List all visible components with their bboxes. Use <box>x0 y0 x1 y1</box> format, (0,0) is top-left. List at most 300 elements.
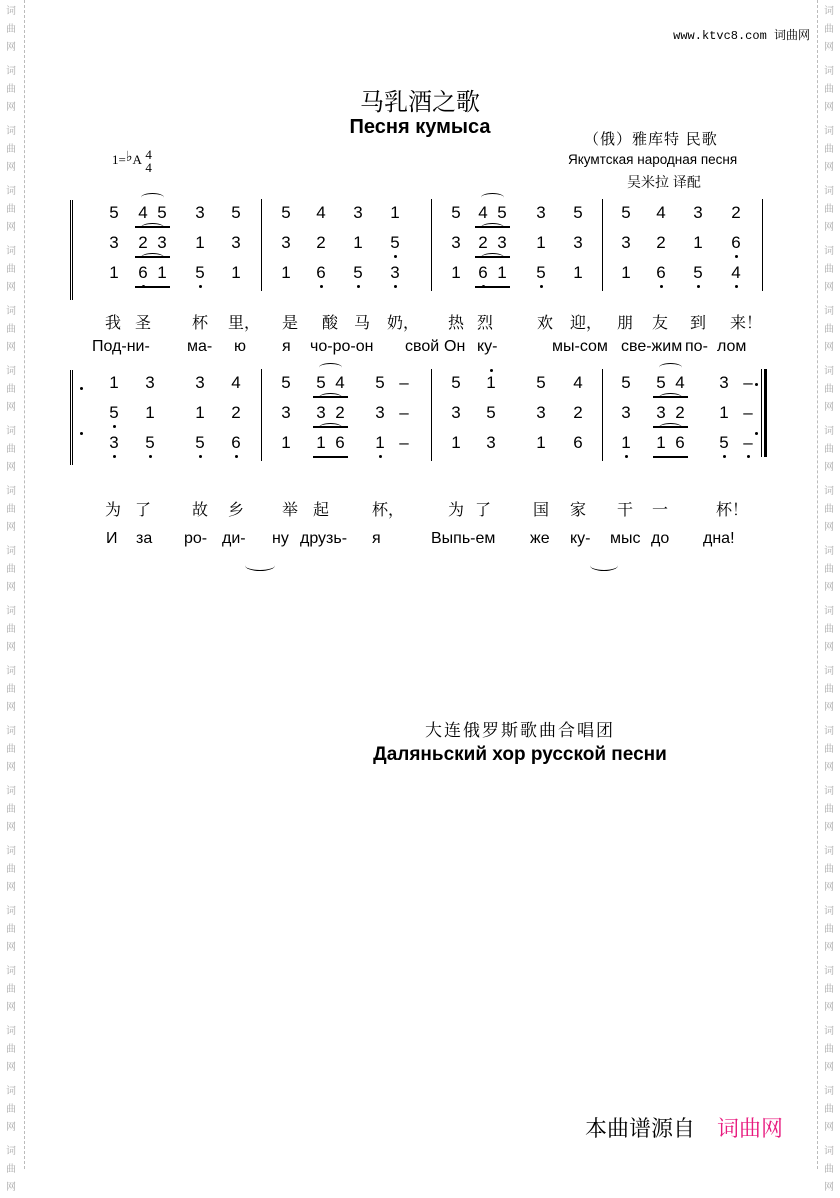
note: – <box>399 373 409 392</box>
watermark-char: 曲 <box>6 204 16 215</box>
lyric-cn: 故 <box>192 500 209 519</box>
tie-arc <box>141 253 164 262</box>
title-russian: Песня кумыса <box>349 116 491 138</box>
source-credit <box>585 1112 783 1143</box>
note: 3 <box>497 233 507 252</box>
tie-arc <box>659 363 682 372</box>
note: 1 <box>390 203 400 222</box>
note: 1 <box>231 263 241 282</box>
watermark-char: 网 <box>6 762 16 773</box>
watermark-char: 网 <box>824 702 834 713</box>
final-barline-thick <box>764 369 767 457</box>
note: 5 <box>375 373 385 392</box>
watermark-char: 网 <box>6 342 16 353</box>
tie-arc <box>481 223 504 232</box>
watermark-char: 曲 <box>6 24 16 35</box>
watermark-char: 词 <box>6 606 16 617</box>
low-octave-dot <box>199 285 202 288</box>
lyric-ru: я <box>282 338 291 355</box>
note: 6 <box>478 263 488 282</box>
flat-icon: ♭ <box>125 149 133 165</box>
note: 3 <box>195 373 205 392</box>
watermark-char: 网 <box>6 522 16 533</box>
lyric-ru: ну <box>272 530 289 547</box>
watermark-char: 词 <box>6 6 16 17</box>
watermark-char: 网 <box>824 462 834 473</box>
barline <box>431 199 432 291</box>
note: 1 <box>451 433 461 452</box>
lyric-cn: 热 <box>448 313 465 332</box>
note: – <box>743 433 753 452</box>
watermark-char: 网 <box>824 1182 834 1193</box>
note: 5 <box>195 263 205 282</box>
watermark-char: 词 <box>6 786 16 797</box>
watermark-char: 词 <box>824 726 834 737</box>
watermark-char: 曲 <box>824 984 834 995</box>
note: 3 <box>451 233 461 252</box>
note: – <box>743 373 753 392</box>
note: 1 <box>656 433 666 452</box>
watermark-char: 词 <box>824 1026 834 1037</box>
lyric-cn: 酸 <box>322 313 339 332</box>
tie-arc <box>319 423 342 432</box>
lyric-cn: 为 <box>105 500 122 519</box>
key-label: 1= <box>112 151 126 167</box>
watermark-char: 曲 <box>824 744 834 755</box>
note: 3 <box>719 373 729 392</box>
note: 5 <box>390 233 400 252</box>
barline <box>602 369 603 461</box>
watermark-char: 词 <box>6 306 16 317</box>
time-signature <box>145 148 152 174</box>
note: 4 <box>656 203 666 222</box>
note: 3 <box>109 233 119 252</box>
watermark-char: 曲 <box>824 264 834 275</box>
low-octave-dot <box>735 285 738 288</box>
lyric-ru: ма- <box>187 338 213 355</box>
note: 3 <box>451 403 461 422</box>
lyric-slur <box>590 560 618 571</box>
note: 3 <box>109 433 119 452</box>
watermark-char: 曲 <box>6 384 16 395</box>
note: 1 <box>719 403 729 422</box>
watermark-char: 词 <box>824 786 834 797</box>
note: 3 <box>375 403 385 422</box>
note: – <box>399 403 409 422</box>
watermark-char: 词 <box>6 1026 16 1037</box>
watermark-char: 曲 <box>6 144 16 155</box>
note: 1 <box>486 373 496 392</box>
watermark-char: 网 <box>6 702 16 713</box>
watermark-char: 网 <box>824 642 834 653</box>
right-watermark-strip <box>817 0 840 1193</box>
watermark-char: 词 <box>6 1086 16 1097</box>
note: 5 <box>536 263 546 282</box>
low-octave-dot <box>379 455 382 458</box>
repeat-dot <box>80 387 83 390</box>
low-octave-dot <box>723 455 726 458</box>
low-octave-dot <box>113 455 116 458</box>
lyric-ru: чо-ро-он <box>310 338 374 355</box>
note: 3 <box>621 403 631 422</box>
note: – <box>743 403 753 422</box>
barline <box>602 199 603 291</box>
watermark-char: 词 <box>6 546 16 557</box>
note: 5 <box>451 203 461 222</box>
lyric-ru: све-жим <box>621 338 683 355</box>
note: 6 <box>138 263 148 282</box>
tie-arc <box>141 193 164 202</box>
key-signature <box>112 148 152 174</box>
lyric-ru: ку- <box>477 338 498 355</box>
note: 3 <box>231 233 241 252</box>
watermark-char: 网 <box>6 1122 16 1133</box>
note: 1 <box>109 263 119 282</box>
eighth-underline <box>475 286 510 288</box>
watermark-char: 曲 <box>6 324 16 335</box>
lyric-ru: за <box>136 530 153 547</box>
note: – <box>399 433 409 452</box>
lyric-cn: 迎， <box>570 313 603 332</box>
left-watermark-strip <box>0 0 25 1193</box>
lyric-cn: 圣 <box>135 313 152 332</box>
barline <box>261 369 262 461</box>
note: 1 <box>573 263 583 282</box>
watermark-char: 词 <box>6 246 16 257</box>
origin-chinese: （俄）雅库特 民歌 <box>584 130 718 148</box>
note: 3 <box>316 403 326 422</box>
watermark-char: 网 <box>824 102 834 113</box>
note: 3 <box>656 403 666 422</box>
note: 2 <box>478 233 488 252</box>
watermark-char: 网 <box>824 402 834 413</box>
tie-arc <box>319 393 342 402</box>
watermark-char: 曲 <box>6 924 16 935</box>
lyric-cn: 了 <box>135 500 152 519</box>
watermark-char: 网 <box>824 582 834 593</box>
watermark-char: 曲 <box>824 864 834 875</box>
watermark-char: 词 <box>6 426 16 437</box>
watermark-char: 词 <box>824 846 834 857</box>
watermark-char: 曲 <box>6 444 16 455</box>
lyric-ru: Выпь-ем <box>431 530 496 547</box>
tie-arc <box>481 193 504 202</box>
watermark-char: 网 <box>824 162 834 173</box>
note: 4 <box>731 263 741 282</box>
watermark-char: 网 <box>6 942 16 953</box>
barline <box>762 199 763 291</box>
watermark-char: 曲 <box>824 444 834 455</box>
watermark-char: 网 <box>824 282 834 293</box>
note: 5 <box>486 403 496 422</box>
note: 5 <box>656 373 666 392</box>
time-bottom: 4 <box>145 160 152 175</box>
note: 3 <box>157 233 167 252</box>
watermark-char: 词 <box>824 906 834 917</box>
note: 5 <box>145 433 155 452</box>
note: 5 <box>195 433 205 452</box>
lyric-ru: по- <box>685 338 708 355</box>
watermark-char: 词 <box>6 66 16 77</box>
note: 5 <box>719 433 729 452</box>
watermark-char: 曲 <box>824 504 834 515</box>
note: 6 <box>675 433 685 452</box>
watermark-char: 曲 <box>824 564 834 575</box>
low-octave-dot <box>735 255 738 258</box>
watermark-char: 曲 <box>6 1164 16 1175</box>
note: 6 <box>231 433 241 452</box>
high-octave-dot <box>490 369 493 372</box>
low-octave-dot <box>357 285 360 288</box>
note: 4 <box>316 203 326 222</box>
note: 5 <box>693 263 703 282</box>
note: 2 <box>656 233 666 252</box>
note: 5 <box>497 203 507 222</box>
lyric-ru: лом <box>717 338 747 355</box>
watermark-char: 曲 <box>824 204 834 215</box>
watermark-char: 曲 <box>6 624 16 635</box>
watermark-char: 曲 <box>824 384 834 395</box>
note: 1 <box>195 233 205 252</box>
watermark-char: 网 <box>6 1062 16 1073</box>
low-octave-dot <box>149 455 152 458</box>
low-octave-dot <box>747 455 750 458</box>
watermark-char: 词 <box>6 186 16 197</box>
note: 2 <box>731 203 741 222</box>
lyric-cn: 友 <box>652 313 669 332</box>
note: 1 <box>281 433 291 452</box>
final-barline <box>761 369 762 457</box>
watermark-char: 曲 <box>824 1104 834 1115</box>
note: 2 <box>573 403 583 422</box>
lyric-ru: я <box>372 530 381 547</box>
watermark-char: 曲 <box>6 684 16 695</box>
note: 4 <box>573 373 583 392</box>
low-octave-dot <box>199 455 202 458</box>
low-octave-dot <box>625 455 628 458</box>
watermark-char: 网 <box>6 882 16 893</box>
lyric-ru: мыс <box>610 530 641 547</box>
watermark-char: 曲 <box>824 84 834 95</box>
watermark-char: 词 <box>824 126 834 137</box>
note: 5 <box>157 203 167 222</box>
origin-russian: Якумтская народная песня <box>568 152 738 167</box>
lyric-cn: 我 <box>105 313 122 332</box>
watermark-char: 网 <box>824 1002 834 1013</box>
watermark-char: 词 <box>824 306 834 317</box>
lyric-cn: 是 <box>282 313 299 332</box>
choir-russian: Даляньский хор русской песни <box>373 744 667 765</box>
note: 3 <box>353 203 363 222</box>
watermark-char: 词 <box>824 546 834 557</box>
watermark-char: 网 <box>6 222 16 233</box>
watermark-char: 网 <box>6 1002 16 1013</box>
note: 3 <box>390 263 400 282</box>
tie-arc <box>319 363 342 372</box>
lyric-ru: же <box>530 530 550 547</box>
watermark-char: 词 <box>824 6 834 17</box>
watermark-char: 曲 <box>6 744 16 755</box>
lyric-ru: мы-сом <box>552 338 608 355</box>
note: 2 <box>138 233 148 252</box>
lyric-cn: 奶， <box>387 313 420 332</box>
lyric-ru: ю <box>234 338 246 355</box>
watermark-char: 网 <box>6 582 16 593</box>
watermark-char: 曲 <box>6 264 16 275</box>
watermark-char: 网 <box>6 282 16 293</box>
note: 4 <box>478 203 488 222</box>
note: 2 <box>335 403 345 422</box>
lyric-cn: 烈 <box>477 313 494 332</box>
watermark-char: 曲 <box>824 924 834 935</box>
watermark-char: 网 <box>6 642 16 653</box>
note: 3 <box>281 233 291 252</box>
watermark-char: 曲 <box>824 1044 834 1055</box>
lyric-cn: 为 <box>448 500 465 519</box>
lyric-cn: 一 <box>652 500 669 519</box>
note: 5 <box>573 203 583 222</box>
low-octave-dot <box>320 285 323 288</box>
watermark-char: 网 <box>824 1122 834 1133</box>
note: 1 <box>621 433 631 452</box>
low-octave-dot <box>394 285 397 288</box>
note: 3 <box>536 203 546 222</box>
lyric-cn: 欢 <box>537 313 554 332</box>
watermark-char: 网 <box>824 342 834 353</box>
note: 1 <box>281 263 291 282</box>
note: 6 <box>316 263 326 282</box>
lyric-ru: ку- <box>570 530 591 547</box>
lyric-cn: 起 <box>313 500 330 519</box>
watermark-char: 网 <box>6 462 16 473</box>
watermark-char: 词 <box>6 726 16 737</box>
watermark-char: 词 <box>6 486 16 497</box>
lyric-ru: друзь- <box>300 530 348 547</box>
watermark-char: 曲 <box>6 864 16 875</box>
watermark-char: 曲 <box>6 1044 16 1055</box>
watermark-char: 曲 <box>6 564 16 575</box>
watermark-char: 词 <box>824 666 834 677</box>
note: 1 <box>497 263 507 282</box>
lyric-cn: 国 <box>533 500 550 519</box>
lyric-cn: 乡 <box>228 500 245 519</box>
watermark-char: 词 <box>824 246 834 257</box>
note: 2 <box>231 403 241 422</box>
note: 5 <box>451 373 461 392</box>
watermark-char: 网 <box>6 402 16 413</box>
lyric-cn: 杯 <box>192 313 209 332</box>
note: 1 <box>693 233 703 252</box>
lyric-ru: ро- <box>184 530 208 547</box>
watermark-char: 网 <box>6 102 16 113</box>
note: 5 <box>536 373 546 392</box>
eighth-underline <box>653 456 688 458</box>
lyric-ru: дна! <box>703 530 735 547</box>
note: 5 <box>109 403 119 422</box>
lyric-cn: 干 <box>617 500 634 519</box>
tie-arc <box>481 253 504 262</box>
note: 2 <box>675 403 685 422</box>
lyric-cn: 来！ <box>730 313 763 332</box>
watermark-char: 曲 <box>824 144 834 155</box>
watermark-char: 网 <box>824 222 834 233</box>
site-header <box>673 26 810 43</box>
note: 1 <box>145 403 155 422</box>
note: 3 <box>195 203 205 222</box>
watermark-char: 网 <box>824 942 834 953</box>
watermark-char: 词 <box>6 966 16 977</box>
note: 5 <box>281 203 291 222</box>
watermark-char: 词 <box>824 186 834 197</box>
lyric-cn: 了 <box>475 500 492 519</box>
choir-chinese: 大连俄罗斯歌曲合唱团 <box>425 721 615 741</box>
tie-arc <box>659 393 682 402</box>
lyric-cn: 马 <box>354 313 371 332</box>
barline <box>261 199 262 291</box>
lyric-ru: до <box>651 530 670 547</box>
note: 4 <box>231 373 241 392</box>
watermark-char: 曲 <box>824 1164 834 1175</box>
lyric-cn: 到 <box>690 313 707 332</box>
note: 5 <box>109 203 119 222</box>
site-name: 词曲网 <box>773 29 810 43</box>
lyric-cn: 杯， <box>372 500 405 519</box>
note: 3 <box>281 403 291 422</box>
lyric-slur <box>245 560 275 571</box>
note: 4 <box>335 373 345 392</box>
note: 3 <box>486 433 496 452</box>
note: 1 <box>316 433 326 452</box>
system-brace <box>70 370 79 465</box>
source-brand-link[interactable]: 词曲网 <box>717 1117 784 1142</box>
watermark-char: 词 <box>824 366 834 377</box>
note: 2 <box>316 233 326 252</box>
watermark-char: 词 <box>824 1146 834 1157</box>
watermark-char: 曲 <box>824 684 834 695</box>
note: 5 <box>353 263 363 282</box>
note: 3 <box>145 373 155 392</box>
barline <box>431 369 432 461</box>
note: 1 <box>621 263 631 282</box>
site-url: www.ktvc8.com <box>673 29 767 43</box>
watermark-char: 网 <box>824 42 834 53</box>
watermark-char: 词 <box>824 66 834 77</box>
tie-arc <box>659 423 682 432</box>
watermark-char: 曲 <box>6 84 16 95</box>
tie-arc <box>141 223 164 232</box>
watermark-char: 词 <box>824 966 834 977</box>
note: 1 <box>375 433 385 452</box>
watermark-char: 曲 <box>824 804 834 815</box>
watermark-char: 曲 <box>6 1104 16 1115</box>
watermark-char: 曲 <box>6 804 16 815</box>
watermark-char: 网 <box>6 42 16 53</box>
watermark-char: 词 <box>6 366 16 377</box>
note: 3 <box>621 233 631 252</box>
lyric-cn: 里， <box>228 313 261 332</box>
watermark-char: 曲 <box>824 324 834 335</box>
low-octave-dot <box>540 285 543 288</box>
note: 1 <box>195 403 205 422</box>
watermark-char: 词 <box>824 1086 834 1097</box>
lyric-ru: Под-ни- <box>92 338 150 355</box>
watermark-char: 网 <box>824 522 834 533</box>
watermark-char: 网 <box>824 822 834 833</box>
note: 1 <box>451 263 461 282</box>
lyric-cn: 朋 <box>617 313 634 332</box>
note: 5 <box>621 373 631 392</box>
watermark-char: 词 <box>6 666 16 677</box>
